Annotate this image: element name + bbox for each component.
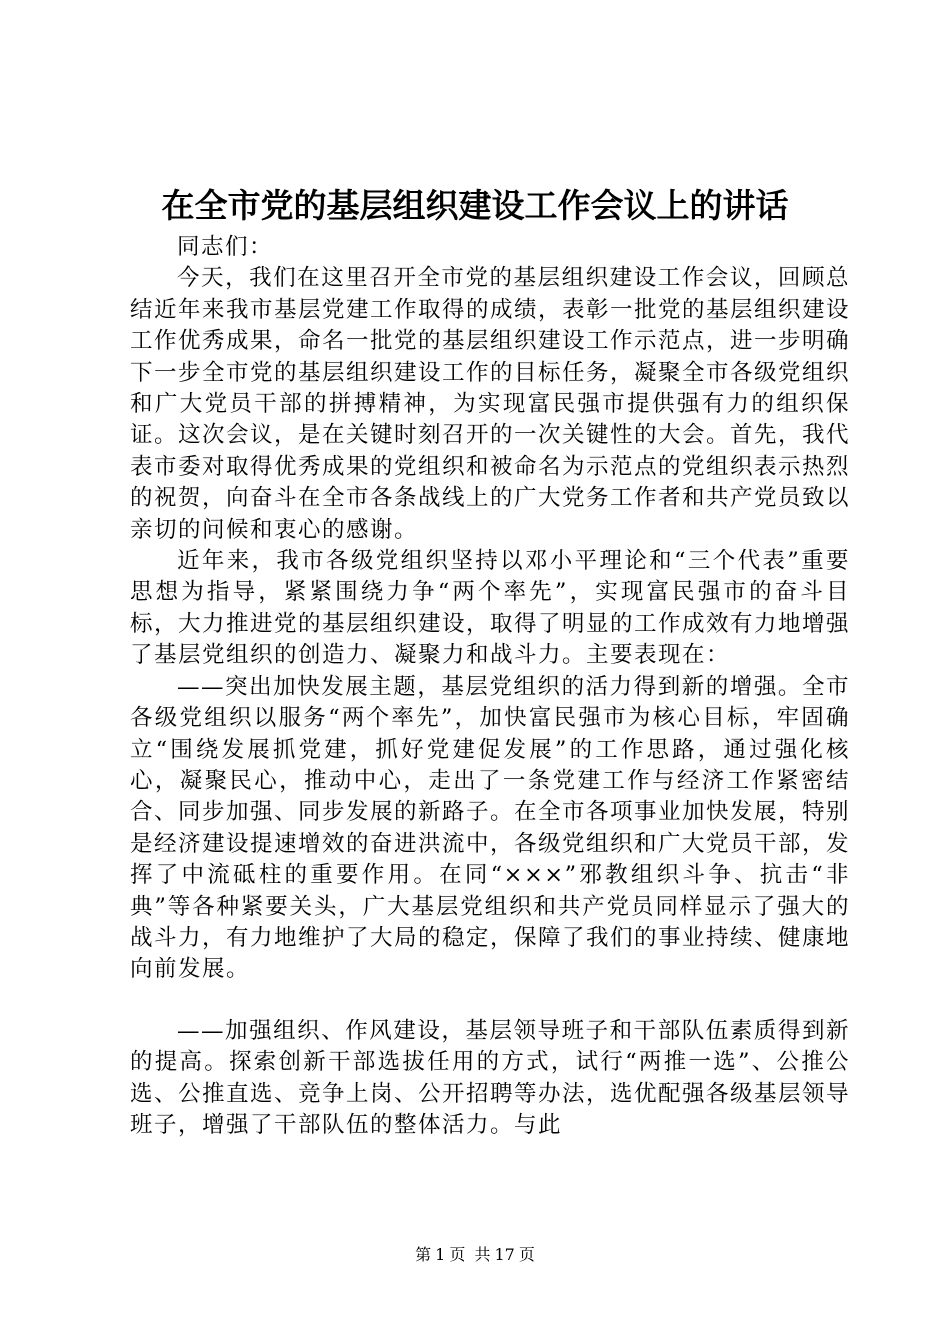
paragraph-4: ——加强组织、作风建设，基层领导班子和干部队伍素质得到新的提高。探索创新干部选拔任用的方式，试行“两推一选”、公推公选、公推直选、竞争上岗、公开招聘等办法，选优配强各级基层领导班子，增强了干部队伍的整体活力。与此	[130, 1017, 851, 1138]
total-pages: 17	[494, 1245, 515, 1264]
total-unit: 页	[518, 1245, 535, 1264]
page-number: 1	[435, 1245, 446, 1264]
document-body	[130, 232, 850, 1141]
total-label: 共	[474, 1245, 491, 1264]
page-footer	[0, 1242, 950, 1265]
paragraph-3: ——突出加快发展主题，基层党组织的活力得到新的增强。全市各级党组织以服务“两个率先”，加快富民强市为核心目标，牢固确立“围绕发展抓党建，抓好党建促发展”的工作思路，通过强化核心，凝聚民心，推动中心，走出了一条党建工作与经济工作紧密结合、同步加强、同步发展的新路子。在全市各项事业加快发展，特别是经济建设提速增效的奋进洪流中，各级党组织和广大党员干部，发挥了中流砥柱的重要作用。在同“×××”邪教组织斗争、抗击“非典”等各种紧要关头，广大基层党组织和共产党员同样显示了强大的战斗力，有力地维护了大局的稳定，保障了我们的事业持续、健康地向前发展。	[130, 673, 851, 983]
paragraph-1: 今天，我们在这里召开全市党的基层组织建设工作会议，回顾总结近年来我市基层党建工作取得的成绩，表彰一批党的基层组织建设工作优秀成果，命名一批党的基层组织建设工作示范点，进一步明确下一步全市党的基层组织建设工作的目标任务，凝聚全市各级党组织和广大党员干部的拼搏精神，为实现富民强市提供强有力的组织保证。这次会议，是在关键时刻召开的一次关键性的大会。首先，我代表市委对取得优秀成果的党组织和被命名为示范点的党组织表示热烈的祝贺，向奋斗在全市各条战线上的广大党务工作者和共产党员致以亲切的问候和衷心的感谢。	[130, 265, 851, 543]
page-label: 第	[415, 1245, 432, 1264]
page-unit: 页	[449, 1245, 466, 1264]
paragraph-2: 近年来，我市各级党组织坚持以邓小平理论和“三个代表”重要思想为指导，紧紧围绕力争“两个率先”，实现富民强市的奋斗目标，大力推进党的基层组织建设，取得了明显的工作成效有力地增强了基层党组织的创造力、凝聚力和战斗力。主要表现在：	[130, 548, 851, 669]
document-title: 在全市党的基层组织建设工作会议上的讲话	[161, 186, 789, 225]
salutation: 同志们：	[177, 234, 274, 260]
